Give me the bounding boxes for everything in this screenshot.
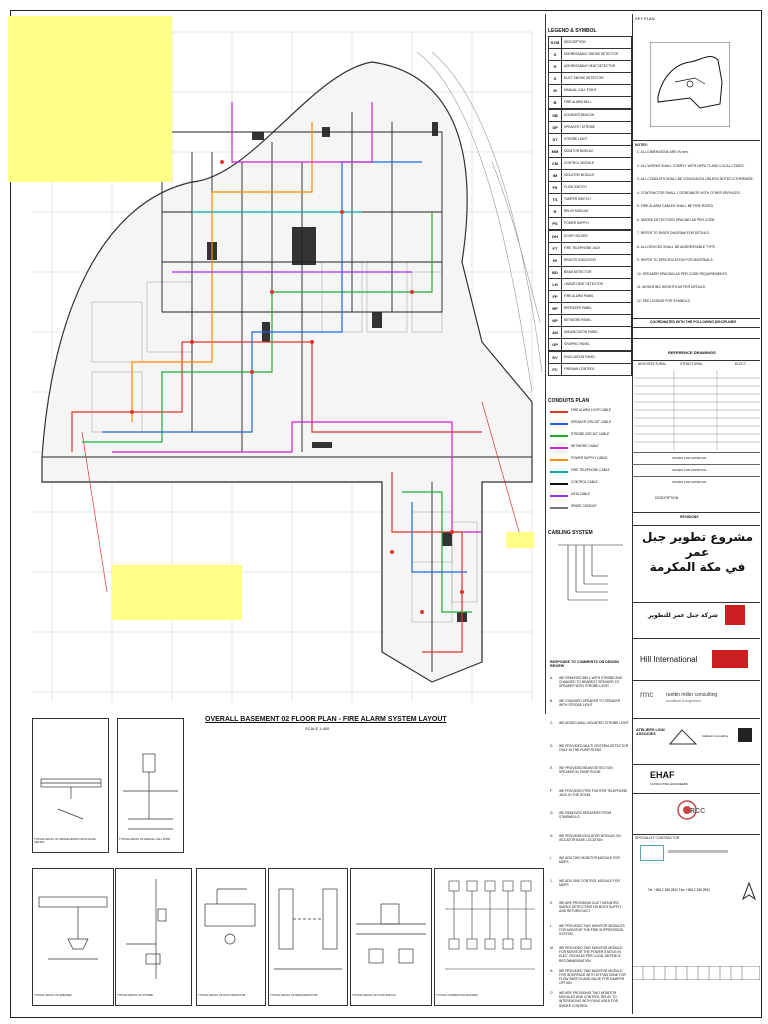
description-header: DESCRIPTION bbox=[655, 496, 679, 500]
contractor-logo-icon bbox=[640, 845, 664, 861]
detail-6-title: TYPICAL DETAIL OF BEAM DETECTOR bbox=[270, 994, 318, 997]
comment-id: H. bbox=[550, 833, 554, 838]
comment-text: WE REMOVED SPEAKERS FROM STAIRWELLS bbox=[559, 811, 612, 820]
revisions-title: REVISIONS bbox=[680, 515, 699, 519]
conduit-swatch bbox=[550, 459, 568, 461]
legend-header-symbol: SYM bbox=[549, 37, 562, 48]
issue-description: ISSUED FOR APPROVAL bbox=[672, 456, 707, 460]
project-divider bbox=[632, 525, 760, 526]
conduit-swatch bbox=[550, 507, 568, 509]
comment-text: WE PROVIDED BEAM DETECTION SPEAKER IN PUMP ROOM bbox=[559, 766, 613, 775]
legend-row bbox=[548, 326, 632, 339]
detail-beam-detector bbox=[268, 868, 348, 1006]
legend-row bbox=[548, 145, 632, 158]
legend-description: REMOTE INDICATOR bbox=[564, 257, 596, 262]
conduit-swatch bbox=[550, 483, 568, 485]
detail-connection-diagram bbox=[434, 868, 544, 1006]
legend-row bbox=[548, 121, 632, 134]
contact-line: Tel: +966 2 289 2552 Fax: +966 2 289 2553 bbox=[648, 888, 710, 892]
legend-symbol: FP bbox=[549, 291, 562, 302]
legend-row bbox=[548, 72, 632, 85]
note-item: 3. ALL CONDUITS SHALL BE CONCEALED UNLESS NOTED OTHERWISE. bbox=[637, 177, 754, 181]
conduit-swatch bbox=[550, 411, 568, 413]
legend-row bbox=[548, 157, 632, 170]
note-item: 6. SMOKE DETECTORS SPACING AS PER CODE. bbox=[637, 217, 716, 222]
coordination-divider bbox=[632, 318, 760, 319]
project-location-line: في مكة المكرمة bbox=[649, 560, 746, 574]
legend-symbol: MM bbox=[549, 146, 562, 157]
legend-symbol: RP bbox=[549, 303, 562, 314]
legend-header-description: DESCRIPTION bbox=[564, 40, 586, 44]
conduit-swatch bbox=[550, 423, 568, 425]
partners-divider bbox=[632, 718, 760, 719]
notes-title: NOTES: bbox=[635, 143, 648, 147]
legend-description: POWER SUPPLY bbox=[564, 221, 590, 226]
detail-manual-call-point bbox=[117, 718, 184, 853]
comment-text: WE PROVIDED TWO MONITOR MODULE FOR INTERFACE WITH JETFAN ZONE FOR FLOW SWITCH AND VALVE FOR DAMPER OPTION bbox=[559, 968, 626, 986]
comment-text: WE ARE PROVIDING TWO MONITOR MODULES AND CONTROL RELAY TO INTERFACING WITH FANS USED FOR SMOKE CONTROL bbox=[559, 991, 618, 1008]
comment-id: M. bbox=[550, 946, 554, 950]
detail-4-title: TYPICAL DETAIL OF STROBE bbox=[117, 994, 153, 997]
detail-smoke-detector bbox=[32, 718, 109, 853]
legend-description: BEAM DETECTOR bbox=[564, 269, 592, 274]
legend-symbol: LH bbox=[549, 279, 562, 290]
coord-row-divider-2 bbox=[632, 338, 760, 339]
notes-divider bbox=[632, 140, 760, 143]
note-item: 9. REFER TO SPECIFICATION FOR MATERIALS. bbox=[637, 258, 714, 262]
conduit-label: SPEAKER CIRCUIT CABLE bbox=[571, 420, 612, 424]
legend-description: RELAY MODULE bbox=[564, 209, 589, 214]
legend-row bbox=[548, 109, 632, 122]
note-item: 7. REFER TO RISER DIAGRAM FOR DETAILS. bbox=[637, 231, 710, 235]
drawing-number-strip bbox=[632, 966, 760, 980]
legend-description: ANNUNCIATOR PANEL bbox=[564, 330, 599, 335]
legend-description: FIRE ALARM PANEL bbox=[564, 294, 595, 298]
legend-description: FIRE TELEPHONE JACK bbox=[564, 245, 601, 250]
legend-description: FIREMAN CONTROL bbox=[564, 366, 595, 371]
comment-text: WE PROVIDED ISOLATOR MODULE ON ISOLATOR BASE LOCATION bbox=[559, 833, 621, 842]
note-item: 10. SPEAKER SPACING AS PER CODE REQUIREMENTS. bbox=[637, 271, 728, 276]
legend-description: MANUAL CALL POINT bbox=[564, 88, 597, 93]
conduit-swatch bbox=[550, 435, 568, 437]
detail-7-title: TYPICAL DETAIL OF FLOW SWITCH bbox=[352, 994, 396, 997]
legend-description: MONITOR MODULE bbox=[564, 148, 594, 153]
conduit-label: DATA CABLE bbox=[571, 492, 591, 496]
comment-text: WE PROVIDED TWO MONITOR MODULES FOR MONITOR THE FIRE SUPPRESSION SYSTEM bbox=[559, 923, 625, 936]
comment-text: WE PROVIDED FIRE FIGHTER TELEPHONE JACK IN THE ROOM bbox=[559, 788, 628, 797]
comment-text: WE ADD ONE CONTROL MODULE FOR MDPS bbox=[559, 878, 620, 887]
detail-flow-switch bbox=[350, 868, 432, 1006]
comment-id: D. bbox=[550, 743, 554, 748]
note-item: 8. ALL DEVICES SHALL BE ADDRESSABLE TYPE. bbox=[637, 244, 716, 249]
legend-symbol: CM bbox=[549, 158, 562, 169]
key-plan-label: KEY PLAN bbox=[635, 16, 655, 21]
legend-row bbox=[548, 302, 632, 315]
rcc-name: RCC bbox=[690, 808, 706, 815]
detail-8-title: TYPICAL CONNECTION DIAGRAM bbox=[436, 994, 478, 997]
consultant-sub: architects & engineers bbox=[666, 699, 701, 703]
legend-row bbox=[548, 338, 632, 351]
issue-row bbox=[632, 464, 760, 476]
note-item: 11. MOUNTING HEIGHTS AS PER DETAILS. bbox=[637, 285, 706, 289]
legend-description: FLOW SWITCH bbox=[564, 185, 587, 190]
conduit-label: NETWORK CABLE bbox=[571, 444, 599, 448]
conduit-label: SPARE CONDUIT bbox=[571, 504, 597, 508]
conduit-legend-title: CONDUITS PLAN bbox=[548, 398, 590, 404]
comment-text: WE ADD TWO MONITOR MODULE FOR MDPS bbox=[559, 856, 620, 865]
partner-2-logo-icon bbox=[668, 728, 698, 746]
comment-text: WE ARE PROVIDING DUCT MOUNTED SMOKE DETECTORS ON BOTH SUPPLY AND RETURN DUCT bbox=[559, 901, 622, 914]
key-plan-diagram bbox=[650, 42, 730, 127]
consultant-tagline: ruettin miller consulting bbox=[666, 692, 718, 698]
cabling-system-diagram bbox=[548, 540, 628, 615]
legend-row bbox=[548, 217, 632, 230]
legend-description: LINEAR HEAT DETECTOR bbox=[564, 281, 603, 286]
ref-header-divider bbox=[632, 360, 760, 361]
legend-symbol: BD bbox=[549, 267, 562, 278]
legend-symbol: SP bbox=[549, 122, 562, 133]
detail-2-title: TYPICAL DETAIL OF MANUAL CALL POINT bbox=[119, 838, 171, 841]
legend-description: ADDRESSABLE HEAT DETECTOR bbox=[564, 64, 616, 69]
note-item: 2. ALL WORKS SHALL COMPLY WITH NFPA 72 AND LOCAL CODES. bbox=[637, 163, 745, 168]
detail-strobe bbox=[115, 868, 192, 1006]
comment-id: A. bbox=[550, 676, 554, 680]
legend-symbol: RI bbox=[549, 255, 562, 266]
legend-symbol: NP bbox=[549, 315, 562, 326]
contractor-divider bbox=[632, 834, 760, 835]
pm-divider bbox=[632, 638, 760, 639]
detail-1-title: TYPICAL DETAIL OF SMOKE DETECTOR IN FALSE CEILING bbox=[34, 838, 96, 844]
conduit-label: STROBE CIRCUIT CABLE bbox=[571, 432, 610, 436]
plan-title: OVERALL BASEMENT 02 FLOOR PLAN - FIRE ALARM SYSTEM LAYOUT bbox=[205, 716, 447, 723]
client-name-arabic: شركة جبل عمر للتطوير bbox=[648, 612, 718, 619]
legend-description: SPEAKER / STROBE bbox=[564, 124, 595, 129]
conduit-label: CONTROL CABLE bbox=[571, 480, 598, 484]
comment-text: WE PROVIDED TWO MONITOR MODULE FOR MONITOR THE POWER STATUS IN ELEC. ROOM AS PER LOCAL DEFENCE RECOMMENDATION bbox=[559, 946, 623, 963]
legend-symbol: H bbox=[549, 61, 562, 72]
legend-row bbox=[548, 193, 632, 206]
comment-id: G. bbox=[550, 811, 554, 815]
legend-row bbox=[548, 278, 632, 291]
note-item: 5. FIRE ALARM CABLES SHALL BE FIRE RATED. bbox=[637, 204, 715, 208]
issue-row bbox=[632, 452, 760, 464]
legend-description: GRAPHIC PANEL bbox=[564, 342, 590, 347]
conduit-label: FIRE ALARM LOOP CABLE bbox=[571, 408, 611, 412]
note-item: 4. CONTRACTOR SHALL COORDINATE WITH OTHER SERVICES. bbox=[637, 190, 741, 195]
legend-symbol: FT bbox=[549, 243, 562, 254]
client-logo-icon bbox=[725, 605, 745, 625]
legend-symbol: IM bbox=[549, 170, 562, 181]
legend-symbol: FC bbox=[549, 364, 562, 375]
highlight-box-right bbox=[506, 532, 534, 548]
highlight-box-top-left bbox=[8, 16, 172, 182]
consultant-logo: rmc bbox=[640, 690, 654, 699]
note-item: 12. SEE LEGEND FOR SYMBOLS. bbox=[637, 298, 691, 303]
reference-table-grid bbox=[632, 370, 760, 450]
comment-id: I. bbox=[550, 856, 552, 860]
legend-description: DUCT SMOKE DETECTOR bbox=[564, 76, 604, 81]
legend-symbol: PS bbox=[549, 218, 562, 229]
detail-3-title: TYPICAL DETAIL OF SPEAKER bbox=[34, 994, 72, 997]
conduit-swatch bbox=[550, 447, 568, 449]
mep-sub: CONSULTING ENGINEERS bbox=[650, 782, 688, 786]
legend-row bbox=[548, 351, 632, 364]
hill-logo-icon bbox=[712, 650, 748, 668]
coordination-note: COORDINATED WITH THE FOLLOWING DISCIPLINES bbox=[650, 320, 737, 324]
conduit-swatch bbox=[550, 471, 568, 473]
plan-scale: SCALE 1:400 bbox=[305, 726, 330, 731]
cabling-system-title: CABLING SYSTEM bbox=[548, 530, 593, 536]
comment-id: O. bbox=[550, 991, 554, 995]
issue-description: ISSUED FOR APPROVAL bbox=[672, 480, 707, 484]
detail-speaker bbox=[32, 868, 114, 1006]
legend-row bbox=[548, 84, 632, 97]
comment-id: L. bbox=[550, 923, 553, 928]
legend-row bbox=[548, 266, 632, 279]
ref-header-structural: STRUCTURAL bbox=[680, 362, 703, 366]
legend-symbol: S bbox=[549, 49, 562, 60]
comment-id: B. bbox=[550, 698, 554, 703]
legend-description: CONTROL MODULE bbox=[564, 160, 594, 165]
partner-1: ATELIERS LION ASSOCIES bbox=[636, 728, 665, 736]
conduit-label: POWER SUPPLY CABLE bbox=[571, 456, 608, 460]
legend-symbol: ST bbox=[549, 134, 562, 145]
conduit-swatch bbox=[550, 495, 568, 497]
legend-symbol: B bbox=[549, 97, 562, 108]
issue-description: ISSUED FOR APPROVAL bbox=[672, 468, 707, 472]
issue-row bbox=[632, 476, 760, 488]
legend-description: DOOR HOLDER bbox=[564, 233, 588, 238]
legend-symbol: AN bbox=[549, 327, 562, 338]
legend-description: STROBE LIGHT bbox=[564, 136, 588, 141]
legend-symbol: TS bbox=[549, 194, 562, 205]
ref-header-architectural: ARCHITECTURAL bbox=[638, 362, 667, 366]
conduit-label: FIRE TELEPHONE CABLE bbox=[571, 468, 610, 472]
legend-title: LEGEND & SYMBOL bbox=[548, 28, 597, 34]
legend-symbol: GP bbox=[549, 339, 562, 350]
legend-row bbox=[548, 133, 632, 146]
legend-row bbox=[548, 181, 632, 194]
legend-row bbox=[548, 96, 632, 109]
legend-symbol: R bbox=[549, 206, 562, 217]
revisions-divider bbox=[632, 512, 760, 513]
reference-drawings-title: REFERENCE DRAWINGS bbox=[668, 350, 716, 355]
rcc-divider bbox=[632, 793, 760, 794]
consultant-divider bbox=[632, 680, 760, 681]
north-arrow-icon bbox=[742, 882, 756, 900]
comment-id: K. bbox=[550, 901, 554, 905]
partner-3-logo-icon bbox=[738, 728, 752, 742]
legend-symbol: EV bbox=[549, 352, 562, 363]
note-item: 1. ALL DIMENSIONS ARE IN mm. bbox=[637, 150, 689, 154]
comment-id: F. bbox=[550, 788, 553, 793]
partner-2: Kabbani Consulting bbox=[702, 734, 729, 738]
highlight-box-bottom bbox=[112, 565, 242, 620]
contractor-name-bar bbox=[668, 850, 728, 853]
legend-description: FIRE ALARM BELL bbox=[564, 100, 592, 105]
project-name-line: مشروع تطوير جبل عمر bbox=[641, 530, 754, 559]
legend-row bbox=[548, 254, 632, 267]
comment-id: E. bbox=[550, 766, 554, 770]
legend-symbol: S bbox=[549, 73, 562, 84]
legend-row bbox=[548, 230, 632, 243]
detail-5-title: TYPICAL DETAIL OF DUCT DETECTOR bbox=[198, 994, 246, 997]
mep-name: EHAF bbox=[650, 770, 675, 780]
legend-row bbox=[548, 60, 632, 73]
legend-description: ISOLATOR MODULE bbox=[564, 173, 595, 177]
legend-row bbox=[548, 48, 632, 61]
pm-name: Hill International bbox=[640, 655, 698, 664]
comments-title: RESPONSE TO COMMENTS ON DESIGN REVIEW bbox=[550, 660, 620, 668]
legend-row bbox=[548, 290, 632, 303]
comment-text: WE REMOVED BELL WITH STROBE AND CHANGED TO NEAREST SPEAKER TO SPEAKER WITH STROBE LIGHT bbox=[559, 676, 623, 689]
client-divider bbox=[632, 602, 760, 603]
legend-symbol: SB bbox=[549, 110, 562, 121]
coord-row-divider bbox=[632, 327, 760, 328]
contractor-label: SPECIALIST CONTRACTOR bbox=[635, 836, 680, 840]
project-name-arabic bbox=[640, 530, 755, 575]
legend-description: EVACUATION PANEL bbox=[564, 354, 596, 359]
mep-divider bbox=[632, 764, 760, 765]
comment-id: C. bbox=[550, 721, 554, 725]
legend-row bbox=[548, 242, 632, 255]
comment-text: WE CHANGED SPEAKER TO SPEAKER WITH STROBE LIGHT bbox=[559, 698, 621, 707]
legend-description: ADDRESSABLE SMOKE DETECTOR bbox=[564, 52, 619, 56]
ref-header-electrical: ELECT. bbox=[735, 362, 747, 366]
legend-description: TAMPER SWITCH bbox=[564, 197, 591, 202]
legend-symbol: FS bbox=[549, 182, 562, 193]
comment-id: N. bbox=[550, 968, 554, 973]
legend-row bbox=[548, 205, 632, 218]
legend-row bbox=[548, 314, 632, 327]
comment-text: WE PROVIDED MULTI CRITERIA DETECTOR ONLY IN THE PUMP ROOM bbox=[559, 743, 629, 752]
legend-description: SOUNDER BEACON bbox=[564, 112, 595, 117]
legend-description: NETWORK PANEL bbox=[564, 318, 592, 323]
detail-duct-detector bbox=[196, 868, 266, 1006]
comment-id: J. bbox=[550, 878, 553, 883]
legend-row bbox=[548, 363, 632, 376]
comment-text: WE ADDED WALL MOUNTED STROBE LIGHT bbox=[559, 721, 629, 725]
legend-symbol: M bbox=[549, 85, 562, 96]
legend-description: REPEATER PANEL bbox=[564, 306, 593, 311]
legend-symbol: DH bbox=[549, 231, 562, 242]
legend-row bbox=[548, 169, 632, 182]
